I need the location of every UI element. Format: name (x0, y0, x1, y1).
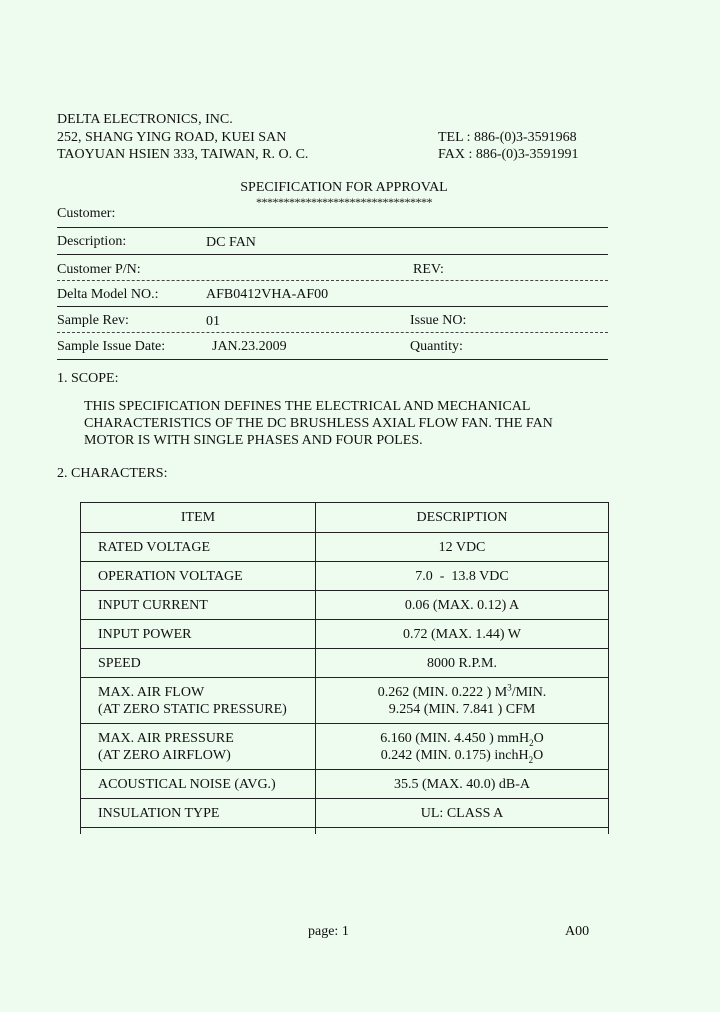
table-row (81, 770, 609, 799)
scope-paragraph (84, 398, 624, 449)
customer-label: Customer: (57, 206, 116, 221)
divider (57, 306, 608, 307)
airflow-desc-text: 0.262 (MIN. 0.222 ) M (377, 684, 508, 700)
column-header-description: DESCRIPTION (316, 503, 609, 533)
description-value: DC FAN (206, 235, 256, 250)
column-header-item: ITEM (81, 503, 316, 533)
model-label: Delta Model NO.: (57, 287, 159, 302)
table-row (81, 649, 609, 678)
airflow-desc-unit: /MIN. (511, 684, 547, 700)
sample-rev-label: Sample Rev: (57, 313, 129, 328)
title-text: SPECIFICATION FOR APPROVAL (240, 180, 448, 195)
superscript: 3 (507, 681, 512, 692)
item-cell (81, 724, 316, 770)
airflow-item-line1: MAX. AIR FLOW (98, 684, 205, 700)
divider (57, 280, 608, 281)
document-revision: A00 (565, 924, 590, 939)
pressure-item-line1: MAX. AIR PRESSURE (98, 730, 234, 746)
model-value: AFB0412VHA-AF00 (206, 287, 329, 302)
table-row (81, 591, 609, 620)
pressure-desc-unit: O (533, 730, 544, 746)
pressure-desc-unit: O (533, 747, 544, 763)
airflow-item-line2: (AT ZERO STATIC PRESSURE) (98, 701, 287, 717)
description-cell: 35.5 (MAX. 40.0) dB-A (316, 770, 609, 799)
sample-rev-value: 01 (206, 314, 220, 329)
table-header-row (81, 503, 609, 533)
divider (57, 254, 608, 255)
table-row-continuation (81, 828, 609, 835)
subscript: 2 (529, 737, 534, 748)
scope-heading: 1. SCOPE: (57, 371, 119, 386)
item-cell: OPERATION VOLTAGE (81, 562, 316, 591)
empty-cell (316, 828, 609, 835)
table-row-pressure (81, 724, 609, 770)
description-cell (316, 724, 609, 770)
pressure-desc-line2 (316, 747, 608, 764)
item-cell: ACOUSTICAL NOISE (AVG.) (81, 770, 316, 799)
company-name: DELTA ELECTRONICS, INC. (57, 112, 233, 127)
pressure-item-line2: (AT ZERO AIRFLOW) (98, 747, 231, 763)
item-cell: INPUT CURRENT (81, 591, 316, 620)
divider (57, 332, 608, 333)
pressure-desc-text: 6.160 (MIN. 4.450 ) mmH (380, 730, 530, 746)
tel-number: TEL : 886-(0)3-3591968 (438, 130, 577, 145)
description-cell: 0.06 (MAX. 0.12) A (316, 591, 609, 620)
scope-line: CHARACTERISTICS OF THE DC BRUSHLESS AXIAL FLOW FAN. THE FAN (84, 416, 553, 431)
scope-line: MOTOR IS WITH SINGLE PHASES AND FOUR POLES. (84, 433, 423, 448)
scope-line: THIS SPECIFICATION DEFINES THE ELECTRICAL AND MECHANICAL (84, 399, 531, 414)
divider (57, 359, 608, 360)
description-cell: 8000 R.P.M. (316, 649, 609, 678)
table-row (81, 799, 609, 828)
table-row (81, 533, 609, 562)
item-cell (81, 678, 316, 724)
customer-pn-label: Customer P/N: (57, 262, 141, 277)
pressure-desc-line1 (316, 730, 608, 747)
table-row (81, 620, 609, 649)
document-title (0, 180, 688, 209)
empty-cell (81, 828, 316, 835)
characters-heading: 2. CHARACTERS: (57, 466, 168, 481)
description-cell: 0.72 (MAX. 1.44) W (316, 620, 609, 649)
page-number: page: 1 (308, 924, 349, 939)
issue-date-value: JAN.23.2009 (212, 339, 287, 354)
address-line-1: 252, SHANG YING ROAD, KUEI SAN (57, 130, 287, 145)
table-row (81, 562, 609, 591)
fax-number: FAX : 886-(0)3-3591991 (438, 147, 579, 162)
subscript: 2 (528, 754, 534, 765)
divider (57, 227, 608, 228)
description-cell (316, 678, 609, 724)
airflow-desc-line1 (316, 681, 608, 701)
description-cell: UL: CLASS A (316, 799, 609, 828)
table-row-airflow (81, 678, 609, 724)
title-underline-stars: ******************************** (256, 195, 432, 209)
quantity-label: Quantity: (410, 339, 463, 354)
description-label: Description: (57, 234, 127, 249)
item-cell: SPEED (81, 649, 316, 678)
description-cell: 12 VDC (316, 533, 609, 562)
description-cell: 7.0 - 13.8 VDC (316, 562, 609, 591)
airflow-desc-line2: 9.254 (MIN. 7.841 ) CFM (388, 701, 536, 717)
rev-label: REV: (413, 262, 444, 277)
item-cell: INPUT POWER (81, 620, 316, 649)
address-line-2: TAOYUAN HSIEN 333, TAIWAN, R. O. C. (57, 147, 309, 162)
characters-table (80, 502, 609, 834)
item-cell: RATED VOLTAGE (81, 533, 316, 562)
issue-date-label: Sample Issue Date: (57, 339, 166, 354)
item-cell: INSULATION TYPE (81, 799, 316, 828)
pressure-desc-text: 0.242 (MIN. 0.175) inchH (380, 747, 529, 763)
issue-no-label: Issue NO: (410, 313, 467, 328)
